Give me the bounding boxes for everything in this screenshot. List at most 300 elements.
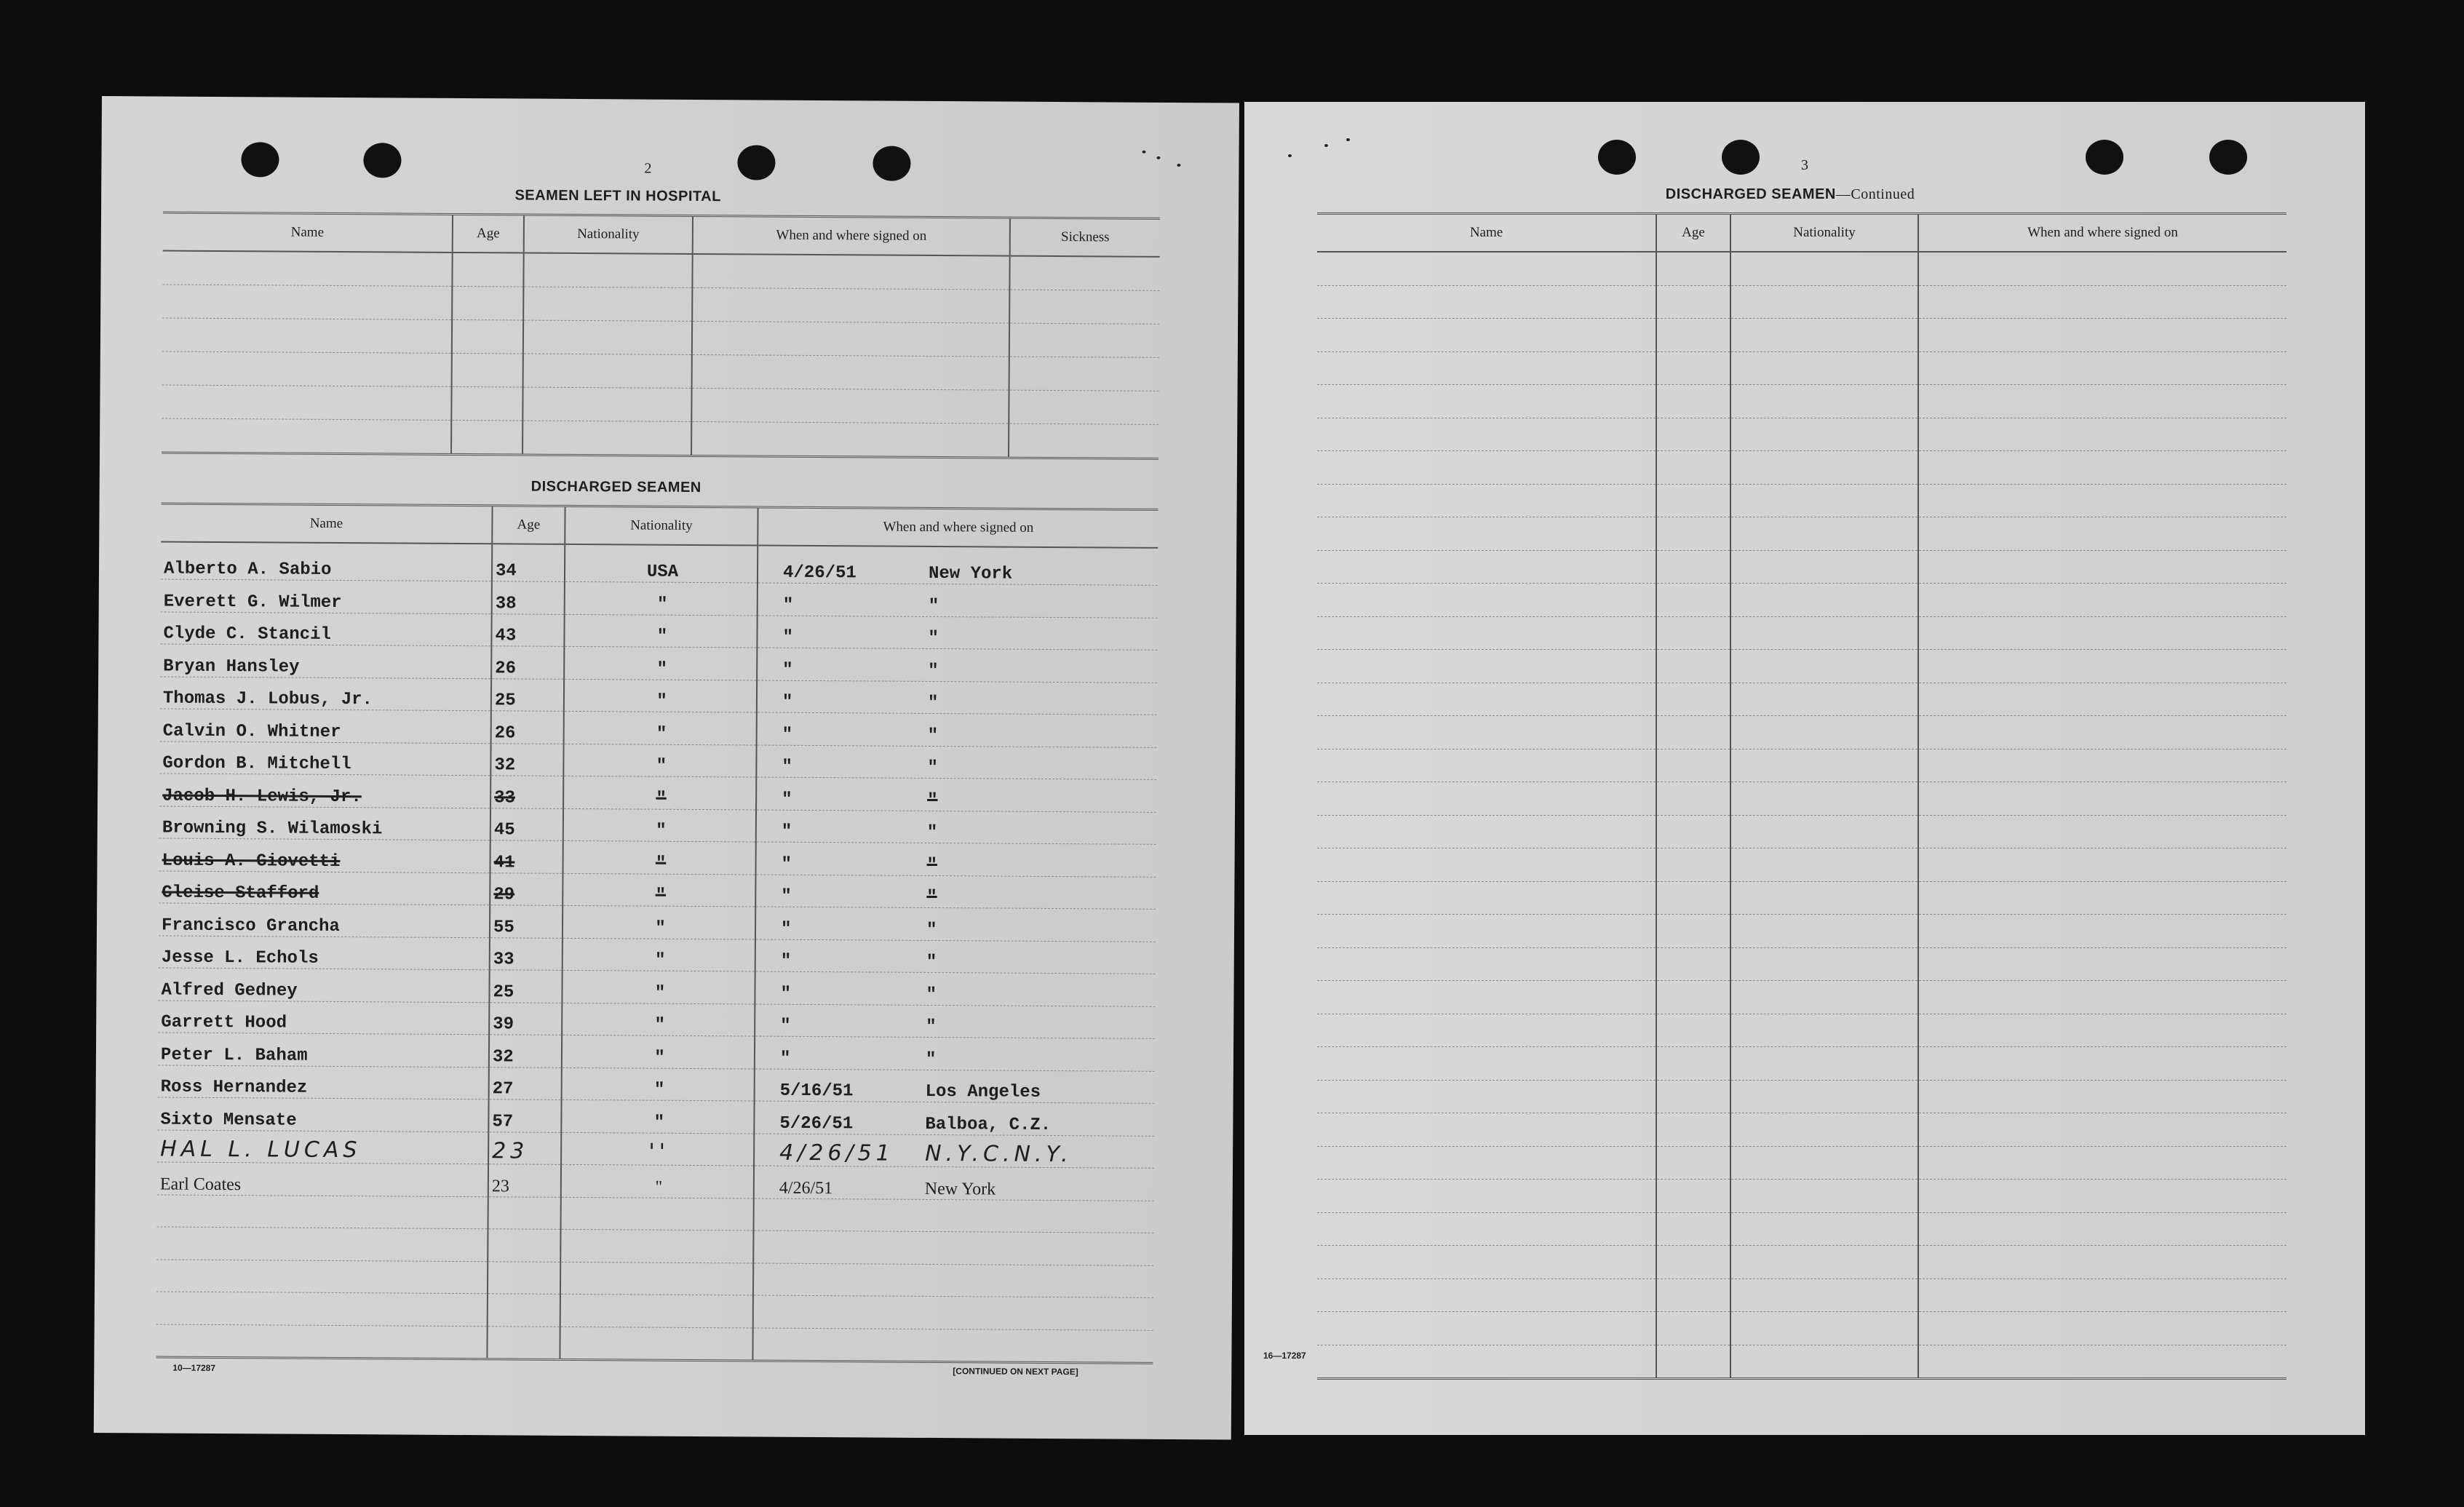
- cell-signed-on: [754, 1166, 1154, 1201]
- left-page: [94, 96, 1239, 1440]
- cell-age: [1656, 484, 1730, 517]
- cell-signed-on: [757, 712, 1157, 747]
- table-row: [158, 1033, 1155, 1071]
- table-row: [1317, 616, 2286, 650]
- cell-age: [1656, 1279, 1730, 1312]
- column-header-nationality: Nationality: [524, 215, 693, 254]
- cell-age: 26: [491, 646, 564, 679]
- page-number: 3: [1801, 157, 1808, 173]
- cell-signed-on: [753, 1295, 1153, 1330]
- cell-signed-on: [752, 1327, 1153, 1363]
- cell-name: [1317, 484, 1656, 517]
- cell-name: HAL L. LUCAS: [157, 1129, 488, 1164]
- cell-nationality: [1730, 848, 1918, 882]
- cell-name: Garrett Hood: [158, 1000, 489, 1034]
- cell-signed-on: [1918, 947, 2286, 981]
- signed-on-date: ": [782, 595, 794, 616]
- cell-age: [1656, 683, 1730, 716]
- cell-age: [487, 1326, 560, 1359]
- signed-on-date: ": [782, 660, 793, 680]
- page-number: 2: [644, 160, 652, 177]
- cell-name: Alfred Gedney: [158, 968, 489, 1002]
- signed-on-date: ": [782, 725, 793, 745]
- cell-name: [162, 318, 452, 353]
- table-row: [1317, 683, 2286, 716]
- cell-name: [1317, 1047, 1656, 1081]
- right-page: [1244, 102, 2365, 1435]
- cell-nationality: ": [564, 646, 757, 680]
- cell-age: 57: [488, 1100, 561, 1132]
- cell-name: Ross Hernandez: [158, 1065, 489, 1099]
- cell-nationality: [1730, 683, 1918, 716]
- cell-nationality: [1730, 1014, 1918, 1047]
- cell-age: 23: [488, 1132, 561, 1164]
- cell-age: [1656, 1146, 1730, 1180]
- cell-signed-on: [755, 875, 1156, 910]
- cell-nationality: ": [564, 711, 757, 744]
- hospital-section-title: SEAMEN LEFT IN HOSPITAL: [514, 187, 721, 205]
- cell-age: [1656, 815, 1730, 848]
- cell-age: [488, 1294, 560, 1327]
- cell-signed-on: [692, 287, 1009, 323]
- cell-age: [1656, 285, 1730, 319]
- cell-name: Francisco Grancha: [159, 903, 490, 937]
- cell-age: [1656, 1047, 1730, 1081]
- cell-nationality: [523, 253, 692, 288]
- table-row: [1317, 1312, 2286, 1345]
- cell-nationality: USA: [565, 544, 758, 583]
- cell-age: [1656, 1180, 1730, 1213]
- cell-name: [1317, 947, 1656, 981]
- cell-signed-on: [755, 842, 1156, 877]
- cell-nationality: ": [561, 1164, 754, 1198]
- cell-name: Gordon B. Mitchell: [159, 741, 490, 776]
- cell-age: [452, 286, 523, 320]
- cell-signed-on: [1918, 981, 2286, 1014]
- cell-signed-on: [1918, 749, 2286, 782]
- cell-signed-on: [1918, 584, 2286, 617]
- cell-nationality: ": [563, 776, 756, 809]
- cell-age: 29: [490, 872, 563, 905]
- cell-nationality: [1730, 517, 1918, 551]
- cell-name: [156, 1292, 488, 1326]
- signed-on-date: ": [782, 692, 793, 712]
- hospital-table-body: [162, 251, 1160, 459]
- column-header-sickness: Sickness: [1010, 218, 1160, 257]
- cell-nationality: [560, 1262, 753, 1295]
- cell-signed-on: [1918, 285, 2286, 319]
- cell-name: Everett G. Wilmer: [161, 579, 492, 613]
- cell-name: Earl Coates: [157, 1162, 488, 1196]
- cell-signed-on: [1918, 1180, 2286, 1213]
- cell-sickness: [1009, 323, 1159, 357]
- cell-name: Louis A. Giovetti: [159, 838, 490, 872]
- cell-signed-on: [753, 1263, 1153, 1297]
- signed-on-place: Balboa, C.Z.: [925, 1114, 1052, 1135]
- cell-name: [1317, 584, 1656, 617]
- cell-nationality: [1730, 550, 1918, 584]
- column-header-name: Name: [1317, 214, 1656, 253]
- cell-signed-on: [1918, 1047, 2286, 1081]
- table-row: [162, 285, 1159, 324]
- cell-signed-on: [1918, 451, 2286, 485]
- cell-name: [1317, 1080, 1656, 1113]
- cell-nationality: [1730, 650, 1918, 683]
- table-row: [1317, 252, 2286, 285]
- cell-age: [1656, 1080, 1730, 1113]
- cell-signed-on: [1918, 319, 2286, 352]
- cell-name: [1317, 418, 1656, 451]
- cell-nationality: ": [562, 970, 755, 1003]
- cell-age: 45: [490, 808, 563, 840]
- cell-nationality: [560, 1294, 753, 1327]
- cell-nationality: [1730, 716, 1918, 749]
- table-row: [1317, 1080, 2286, 1113]
- cell-signed-on: [755, 1004, 1155, 1039]
- cell-sickness: [1009, 424, 1159, 458]
- cell-nationality: [1730, 319, 1918, 352]
- column-header-name: Name: [161, 504, 492, 544]
- column-header-name: Name: [163, 212, 453, 253]
- punch-hole: [737, 145, 775, 180]
- cell-name: [1317, 550, 1656, 584]
- cell-nationality: ": [563, 808, 756, 842]
- column-header-signed-on: When and where signed on: [693, 215, 1010, 255]
- signed-on-place: ": [927, 725, 939, 746]
- cell-nationality: [560, 1229, 753, 1263]
- cell-nationality: ": [564, 614, 757, 648]
- cell-signed-on: [691, 421, 1009, 458]
- cell-nationality: [1730, 1146, 1918, 1180]
- cell-nationality: ": [563, 840, 755, 874]
- signed-on-place: ": [926, 855, 938, 875]
- cell-nationality: [1730, 749, 1918, 782]
- hospital-table: [162, 212, 1160, 460]
- cell-name: [1317, 1345, 1656, 1379]
- cell-age: [1656, 1345, 1730, 1379]
- cell-nationality: [1730, 451, 1918, 485]
- speck: [1177, 164, 1180, 167]
- cell-name: [1317, 981, 1656, 1014]
- cell-name: Alberto A. Sabio: [161, 542, 492, 581]
- discharged-table-body: [156, 542, 1158, 1364]
- punch-hole: [1598, 140, 1636, 175]
- cell-signed-on: [755, 1036, 1155, 1071]
- signed-on-place: ": [928, 628, 939, 649]
- table-row: [160, 612, 1157, 651]
- cell-name: [1317, 716, 1656, 749]
- cell-age: [1656, 252, 1730, 285]
- cell-signed-on: [753, 1198, 1153, 1233]
- cell-age: [1656, 915, 1730, 948]
- cell-age: 39: [489, 1002, 562, 1035]
- signed-on-place: ": [926, 1017, 937, 1038]
- cell-name: [1317, 1312, 1656, 1345]
- cell-name: Thomas J. Lobus, Jr.: [160, 677, 491, 711]
- table-row: [1317, 782, 2286, 816]
- table-row: [1317, 1212, 2286, 1246]
- cell-age: [1656, 616, 1730, 650]
- table-row: [159, 870, 1156, 909]
- table-row: [1317, 1146, 2286, 1180]
- signed-on-date: [757, 1321, 924, 1322]
- signed-on-place: New York: [924, 1179, 996, 1199]
- cell-age: [1656, 848, 1730, 882]
- table-row: [1317, 1246, 2286, 1279]
- cell-name: [1317, 385, 1656, 418]
- cell-name: [162, 251, 452, 287]
- cell-name: [1317, 650, 1656, 683]
- cell-nationality: [1730, 584, 1918, 617]
- cell-signed-on: [691, 388, 1009, 424]
- cell-age: [1656, 1014, 1730, 1047]
- cell-nationality: [1730, 981, 1918, 1014]
- signed-on-date: ": [780, 951, 792, 971]
- cell-age: [1656, 517, 1730, 551]
- cell-name: Peter L. Baham: [158, 1033, 489, 1067]
- table-row: [159, 774, 1156, 812]
- cell-nationality: [1730, 252, 1918, 285]
- cell-signed-on: [1918, 484, 2286, 517]
- cell-age: [452, 319, 523, 354]
- cell-signed-on: [1918, 683, 2286, 716]
- discharged-section-title: DISCHARGED SEAMEN: [530, 478, 702, 496]
- cell-name: [1317, 1113, 1656, 1147]
- table-row: [159, 741, 1156, 780]
- cell-name: Jesse L. Echols: [159, 935, 490, 969]
- cell-signed-on: [1918, 1279, 2286, 1312]
- cell-signed-on: [755, 907, 1156, 942]
- column-header-nationality: Nationality: [565, 506, 758, 545]
- cell-nationality: ": [561, 1100, 754, 1133]
- cell-signed-on: [1918, 1246, 2286, 1279]
- signed-on-place: Los Angeles: [925, 1081, 1041, 1102]
- signed-on-place: ": [926, 985, 937, 1005]
- signed-on-date: ": [779, 1049, 791, 1069]
- signed-on-date: [756, 1354, 923, 1355]
- cell-age: [1656, 319, 1730, 352]
- cell-name: [1317, 1180, 1656, 1213]
- cell-nationality: [1730, 1312, 1918, 1345]
- discharged-continued-title: [1463, 186, 2118, 203]
- cell-nationality: [522, 421, 691, 456]
- section-title-text: DISCHARGED SEAMEN: [1665, 186, 1836, 202]
- signed-on-place: ": [927, 693, 939, 714]
- column-header-age: Age: [492, 506, 565, 544]
- cell-nationality: [1730, 782, 1918, 816]
- signed-on-date: ": [781, 854, 792, 875]
- cell-sickness: [1009, 290, 1159, 324]
- table-row: [162, 318, 1159, 357]
- table-row: [160, 677, 1157, 715]
- cell-signed-on: [756, 777, 1156, 812]
- cell-age: [1656, 385, 1730, 418]
- table-row: [159, 935, 1156, 974]
- cell-age: [1656, 451, 1730, 485]
- cell-name: [1317, 252, 1656, 285]
- table-row: [1317, 716, 2286, 749]
- cell-signed-on: [757, 648, 1157, 683]
- cell-nationality: [1730, 881, 1918, 915]
- cell-name: [162, 351, 452, 386]
- table-row: [162, 351, 1159, 391]
- signed-on-date: ": [782, 790, 792, 810]
- cell-nationality: ": [562, 1035, 755, 1068]
- signed-on-date: [757, 1289, 924, 1290]
- cell-age: [1656, 782, 1730, 816]
- cell-name: [1317, 881, 1656, 915]
- table-row: [1317, 981, 2286, 1014]
- signed-on-place: ": [926, 822, 938, 843]
- cell-signed-on: [1918, 881, 2286, 915]
- cell-nationality: [1730, 351, 1918, 385]
- table-row: [1317, 418, 2286, 451]
- signed-on-place: ": [926, 952, 937, 973]
- cell-signed-on: [1918, 517, 2286, 551]
- table-row: [162, 385, 1159, 424]
- cell-nationality: [1730, 418, 1918, 451]
- signed-on-date: ": [782, 757, 792, 777]
- form-number: 16—17287: [1263, 1351, 1306, 1361]
- cell-nationality: [1730, 616, 1918, 650]
- signed-on-place: ": [927, 790, 938, 811]
- table-row: [1317, 1279, 2286, 1312]
- form-number: 10—17287: [172, 1362, 216, 1373]
- cell-nationality: [1730, 947, 1918, 981]
- cell-age: 33: [490, 776, 563, 808]
- table-row: [161, 579, 1158, 618]
- discharged-table: [156, 503, 1158, 1364]
- cell-signed-on: [1918, 1080, 2286, 1113]
- cell-signed-on: [753, 1230, 1153, 1265]
- speck: [1142, 151, 1146, 154]
- cell-nationality: [1730, 1212, 1918, 1246]
- signed-on-date: 4/26/51: [779, 1140, 894, 1166]
- punch-hole: [241, 142, 279, 177]
- table-row: [156, 1324, 1153, 1363]
- cell-name: [1317, 915, 1656, 948]
- cell-name: [1317, 1212, 1656, 1246]
- cell-age: [1656, 981, 1730, 1014]
- cell-name: [162, 385, 451, 420]
- cell-signed-on: [757, 616, 1157, 651]
- cell-age: [1656, 1246, 1730, 1279]
- cell-age: [1656, 1113, 1730, 1147]
- cell-name: Clyde C. Stancil: [160, 612, 491, 646]
- column-header-nationality: Nationality: [1730, 214, 1918, 253]
- cell-age: [1656, 418, 1730, 451]
- cell-nationality: [1730, 1246, 1918, 1279]
- cell-name: Calvin O. Whitner: [160, 709, 491, 743]
- cell-age: [1656, 716, 1730, 749]
- signed-on-place: ": [926, 920, 937, 940]
- signed-on-date: ": [781, 822, 792, 842]
- cell-signed-on: [757, 680, 1157, 715]
- cell-name: [1317, 749, 1656, 782]
- table-row: [1317, 947, 2286, 981]
- cell-signed-on: [692, 354, 1009, 390]
- cell-nationality: ": [563, 744, 756, 777]
- table-row: [1317, 451, 2286, 485]
- cell-name: [1317, 782, 1656, 816]
- cell-signed-on: [756, 745, 1156, 780]
- cell-name: Bryan Hansley: [160, 644, 491, 678]
- cell-name: [162, 285, 452, 319]
- section-title-suffix: —Continued: [1835, 186, 1915, 202]
- speck: [1288, 154, 1292, 157]
- cell-signed-on: [1918, 616, 2286, 650]
- cell-age: [1656, 947, 1730, 981]
- table-row: [1317, 881, 2286, 915]
- cell-nationality: [1730, 1180, 1918, 1213]
- cell-name: [1317, 451, 1656, 485]
- signed-on-date: 4/26/51: [782, 562, 857, 584]
- table-row: [159, 903, 1156, 942]
- cell-nationality: ": [564, 679, 757, 712]
- cell-nationality: [1730, 1279, 1918, 1312]
- table-row: [1317, 915, 2286, 948]
- cell-nationality: ": [562, 1003, 755, 1036]
- cell-age: 23: [488, 1164, 561, 1197]
- cell-signed-on: [1918, 1312, 2286, 1345]
- cell-nationality: [523, 320, 692, 354]
- table-row: [160, 709, 1157, 747]
- cell-nationality: [1730, 285, 1918, 319]
- cell-nationality: '': [561, 1132, 754, 1166]
- cell-nationality: [523, 354, 692, 388]
- cell-age: [1656, 1212, 1730, 1246]
- cell-name: [1317, 1146, 1656, 1180]
- cell-age: 26: [491, 711, 564, 744]
- cell-name: [1317, 1246, 1656, 1279]
- cell-name: [1317, 285, 1656, 319]
- cell-name: [156, 1324, 487, 1359]
- cell-signed-on: [1918, 1345, 2286, 1379]
- cell-age: [451, 420, 522, 455]
- cell-age: [1656, 584, 1730, 617]
- table-row: [162, 251, 1159, 291]
- speck: [1346, 138, 1350, 141]
- cell-age: [488, 1196, 561, 1229]
- cell-name: [157, 1194, 488, 1228]
- cell-nationality: ": [563, 905, 755, 939]
- table-row: [1317, 319, 2286, 352]
- cell-name: Sixto Mensate: [157, 1097, 488, 1132]
- cell-nationality: [1730, 1080, 1918, 1113]
- table-row: [159, 838, 1156, 877]
- signed-on-place: ": [926, 887, 937, 908]
- table-row: [1317, 517, 2286, 551]
- cell-signed-on: [755, 939, 1156, 974]
- cell-name: [1317, 616, 1656, 650]
- cell-signed-on: [1918, 550, 2286, 584]
- table-row: [1317, 484, 2286, 517]
- cell-signed-on: [1918, 385, 2286, 418]
- table-row: [162, 418, 1159, 458]
- cell-signed-on: [1918, 1113, 2286, 1147]
- cell-name: [156, 1227, 488, 1261]
- cell-signed-on: [1918, 650, 2286, 683]
- cell-nationality: [1730, 1047, 1918, 1081]
- signed-on-place: N.Y.C.N.Y.: [925, 1140, 1073, 1168]
- cell-sickness: [1009, 256, 1159, 291]
- table-row: [1317, 1180, 2286, 1213]
- punch-hole: [1722, 140, 1760, 175]
- signed-on-date: ": [780, 1016, 791, 1036]
- cell-nationality: [523, 287, 692, 321]
- table-row: [1317, 385, 2286, 418]
- cell-nationality: [1730, 1113, 1918, 1147]
